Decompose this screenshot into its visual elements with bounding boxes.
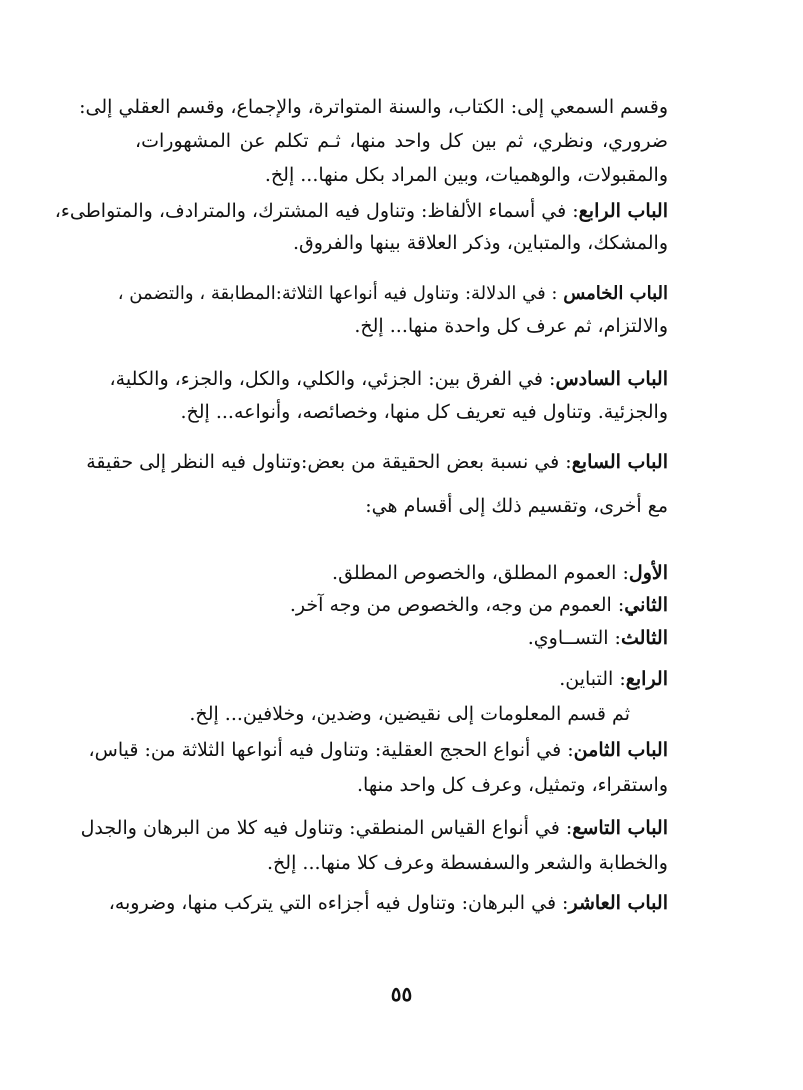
- chapter-6-line-2: [135, 397, 668, 427]
- category-second: [135, 590, 668, 620]
- page-number: ٥٥: [390, 982, 413, 1006]
- chapter-5-line-2: [135, 311, 668, 341]
- chapter-label: الباب العاشر: [568, 892, 668, 914]
- chapter-label: الباب التاسع: [572, 817, 668, 839]
- line-text: ثم قسم المعلومات إلى نقيضين، وضدين، وخلافين... إلخ.: [189, 703, 630, 725]
- paragraph-line-3: [135, 160, 668, 190]
- chapter-label: الباب الثامن: [573, 739, 668, 761]
- chapter-7-line-1: [86, 447, 668, 477]
- line-text: : في أنواع الحجج العقلية: وتناول فيه أنواعها الثلاثة من: قياس،: [88, 739, 574, 761]
- line-text: : العموم من وجه، والخصوص من وجه آخر.: [289, 594, 625, 616]
- line-text: : في نسبة بعض الحقيقة من بعض:وتناول فيه النظر إلى حقيقة: [86, 451, 572, 473]
- line-text: : العموم المطلق، والخصوص المطلق.: [332, 562, 629, 584]
- chapter-9-line-1: [80, 813, 668, 843]
- category-label: الثاني: [624, 594, 668, 616]
- chapter-label: الباب الخامس: [563, 283, 668, 304]
- line-text: والجزئية. وتناول فيه تعريف كل منها، وخصائصه، وأنواعه... إلخ.: [180, 401, 668, 423]
- line-text: : في الدلالة: وتناول فيه أنواعها الثلاثة:المطابقة ، والتضمن ،: [117, 283, 564, 304]
- category-first: [135, 558, 668, 588]
- line-text: : التباين.: [559, 668, 626, 690]
- chapter-5-line-1: [117, 279, 668, 309]
- line-text: والمشكك، والمتباين، وذكر العلاقة بينها والفروق.: [293, 232, 668, 254]
- line-text: والمقبولات، والوهميات، وبين المراد بكل منها... إلخ.: [264, 164, 668, 186]
- line-text: : التســاوي.: [527, 627, 621, 649]
- chapter-6-line-1: [109, 364, 668, 394]
- chapter-4-line-1: [54, 196, 668, 226]
- chapter-8-line-2: [135, 770, 668, 800]
- category-third: [135, 623, 668, 653]
- chapter-label: الباب السادس: [555, 368, 668, 390]
- line-text: : في أنواع القياس المنطقي: وتناول فيه كلا من البرهان والجدل: [80, 817, 573, 839]
- category-label: الأول: [628, 562, 668, 584]
- chapter-4-line-2: [135, 228, 668, 258]
- chapter-7-line-2: [135, 491, 668, 521]
- line-text: والالتزام، ثم عرف كل واحدة منها... إلخ.: [354, 315, 668, 337]
- line-text: : في البرهان: وتناول فيه أجزاءه التي يتركب منها، وضروبه،: [108, 892, 569, 914]
- line-text: واستقراء، وتمثيل، وعرف كل واحد منها.: [357, 774, 668, 796]
- chapter-9-line-2: [135, 848, 668, 878]
- line-text: : في الفرق بين: الجزئي، والكلي، والكل، والجزء، والكلية،: [109, 368, 556, 390]
- category-label: الرابع: [625, 668, 668, 690]
- chapter-label: الباب السابع: [571, 451, 668, 473]
- chapter-10-line-1: [108, 888, 668, 918]
- line-text: : في أسماء الألفاظ: وتناول فيه المشترك، والمترادف، والمتواطىء،: [54, 200, 579, 222]
- line-text: والخطابة والشعر والسفسطة وعرف كلا منها... إلخ.: [267, 852, 668, 874]
- category-fourth: [135, 664, 668, 694]
- paragraph-line-1: [79, 92, 668, 122]
- chapter-label: الباب الرابع: [578, 200, 668, 222]
- chapter-8-line-1: [88, 735, 668, 765]
- line-text: ضروري، ونظري، ثم بين كل واحد منها، ثـم تكلم عن المشهورات،: [135, 130, 668, 152]
- indented-line: [135, 699, 630, 729]
- line-text: مع أخرى، وتقسيم ذلك إلى أقسام هي:: [365, 495, 668, 517]
- line-text: وقسم السمعي إلى: الكتاب، والسنة المتواترة، والإجماع، وقسم العقلي إلى:: [79, 96, 668, 118]
- paragraph-line-2: [135, 126, 668, 156]
- category-label: الثالث: [620, 627, 668, 649]
